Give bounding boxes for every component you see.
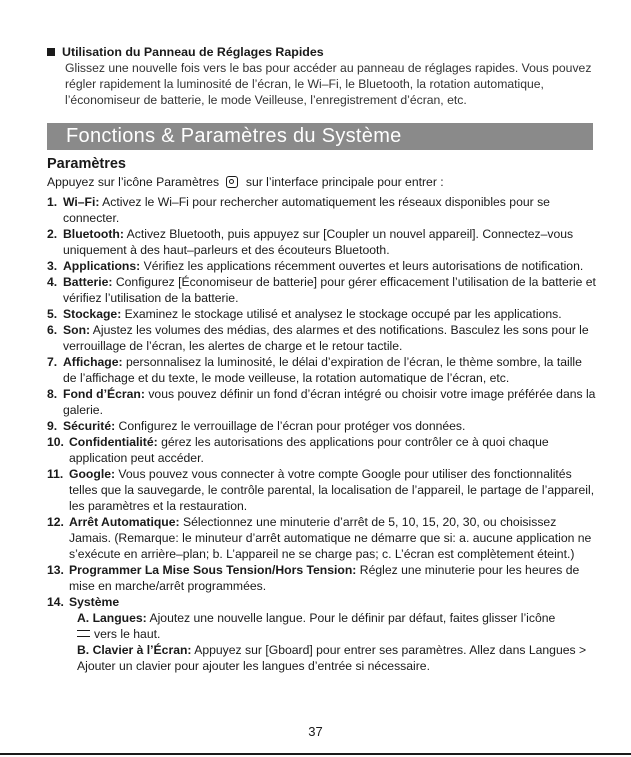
item-label: Affichage: [63,355,123,369]
list-item [47,386,597,418]
list-item [47,594,597,674]
section-banner: Fonctions & Paramètres du Système [47,123,593,150]
list-item [47,194,597,226]
item-number: 2. [47,227,58,241]
item-text: Vous pouvez vous connecter à votre compte Google pour utiliser des fonctionnalités telles que la sauvegarde, le contrôle parental, la localisation de l’appareil, le partage de l’appareil, les paramètres et la restauration. [69,467,595,513]
list-item [47,562,597,594]
list-item [47,274,597,306]
item-number: 10. [47,435,64,449]
item-label: Sécurité: [63,419,116,433]
item-text: personnalisez la luminosité, le délai d’expiration de l’écran, le thème sombre, la taille de l’affichage et du texte, le mode veilleuse, la rotation automatique de l’écran, etc. [63,355,582,385]
quick-settings-text: Glissez une nouvelle fois vers le bas pour accéder au panneau de réglages rapides. Vous pouvez régler rapidement la luminosité de l’écran, le Wi–Fi, le Bluetooth, la rotation automatique, l’économiseur de batterie, le mode Veilleuse, l’enregistrement d’écran, etc. [65,61,592,107]
list-item [47,258,597,274]
item-number: 1. [47,195,58,209]
quick-settings-heading [47,44,607,60]
settings-list [47,194,597,674]
item-text: Vérifiez les applications récemment ouvertes et leurs autorisations de notification. [140,259,584,273]
item-number: 4. [47,275,58,289]
item-label: Arrêt Automatique: [69,515,180,529]
item-number: 14. [47,595,64,609]
item-text: Sélectionnez une minuterie d’arrêt de 5, 10, 15, 20, 30, ou choisissez Jamais. (Remarque: le minuteur d’arrêt automatique ne démarre que si: a. aucune application ne s’exécute en arrière–plan; b. L’appareil ne se charge pas; c. L’écran est complètement éteint.) [69,515,592,561]
item-text: Configurez le verrouillage de l’écran pour protéger vos données. [115,419,466,433]
list-item [47,226,597,258]
item-label: Batterie: [63,275,113,289]
footer-rule [0,753,631,755]
settings-intro-after: sur l’interface principale pour entrer : [245,175,444,189]
item-text: Réglez une minuterie pour les heures de mise en marche/arrêt programmées. [69,563,580,593]
item-text: Configurez [Économiseur de batterie] pour gérer efficacement l’utilisation de la batterie et vérifiez l’utilisation de la batterie. [63,275,596,305]
item-label: Stockage: [63,307,122,321]
system-keyboard [69,642,597,674]
item-text: vous pouvez définir un fond d’écran intégré ou choisir votre image préférée dans la galerie. [63,387,596,417]
list-item [47,322,597,354]
item-label: Wi–Fi: [63,195,100,209]
item-number: 8. [47,387,58,401]
item-label: Programmer La Mise Sous Tension/Hors Tension: [69,563,357,577]
settings-intro-before: Appuyez sur l’icône Paramètres [47,175,220,189]
settings-heading: Paramètres [47,156,126,172]
item-number: 5. [47,307,58,321]
list-item [47,434,597,466]
item-number: 12. [47,515,64,529]
settings-icon [226,176,238,188]
settings-intro [47,174,597,190]
drag-handle-icon [77,630,90,637]
item-text: Activez Bluetooth, puis appuyez sur [Coupler un nouvel appareil]. Connectez–vous uniquement à des haut–parleurs et des écouteurs Bluetooth. [63,227,574,257]
keyboard-text: Appuyez sur [Gboard] pour entrer ses paramètres. Allez dans Langues > Ajouter un clavier pour ajouter les langues d’entrée si nécessaire. [77,643,587,673]
quick-settings-section [47,44,607,108]
languages-label: A. Langues: [77,611,147,625]
list-item [47,466,597,514]
item-number: 6. [47,323,58,337]
keyboard-label: B. Clavier à l’Écran: [77,643,192,657]
item-number: 11. [47,467,64,481]
item-label: Google: [69,467,116,481]
list-item [47,354,597,386]
page-number: 37 [308,724,323,739]
item-label: Confidentialité: [69,435,158,449]
item-text: Activez le Wi–Fi pour rechercher automatiquement les réseaux disponibles pour se connecter. [63,195,550,225]
item-label: Applications: [63,259,141,273]
system-languages [69,610,597,642]
item-label: Bluetooth: [63,227,124,241]
item-text: Examinez le stockage utilisé et analysez le stockage occupé par les applications. [121,307,562,321]
item-label: Système [69,595,120,609]
list-item [47,514,597,562]
item-number: 13. [47,563,64,577]
settings-section [47,155,597,674]
item-number: 7. [47,355,58,369]
item-label: Fond d’Écran: [63,387,145,401]
list-item [47,306,597,322]
item-number: 9. [47,419,58,433]
item-text: gérez les autorisations des applications pour contrôler ce à quoi chaque application peut accéder. [69,435,549,465]
item-text: Ajustez les volumes des médias, des alarmes et des notifications. Basculez les sons pour le verrouillage de l’écran, les alertes de charge et le retour tactile. [63,323,589,353]
square-bullet-icon [47,48,55,56]
item-number: 3. [47,259,58,273]
list-item [47,418,597,434]
languages-text-end: vers le haut. [94,627,161,641]
languages-text: Ajoutez une nouvelle langue. Pour le définir par défaut, faites glisser l’icône [146,611,556,625]
item-label: Son: [63,323,91,337]
quick-settings-title: Utilisation du Panneau de Réglages Rapides [62,45,324,59]
